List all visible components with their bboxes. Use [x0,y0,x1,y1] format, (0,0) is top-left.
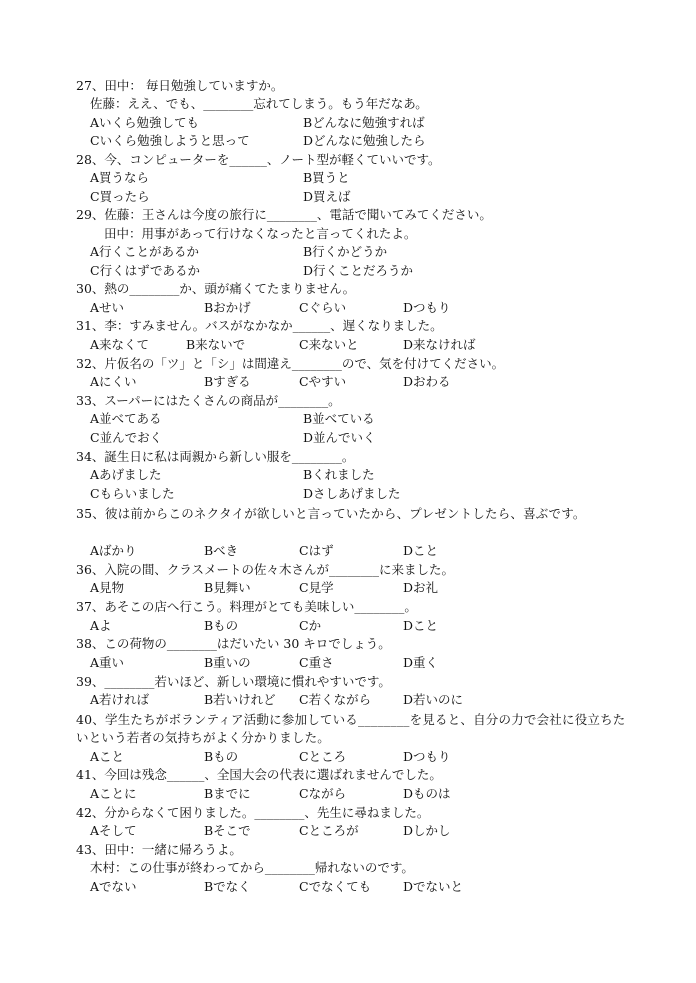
answer-options [90,263,650,279]
answer-options [90,115,650,131]
option-c[interactable]: Cはず [299,543,334,558]
answer-options [90,749,650,765]
answer-options [90,692,650,708]
question-text: 37、あそこの店へ行こう。料理がとても美味しい________。 [76,599,417,614]
answer-options [90,337,650,353]
option-a[interactable]: Aいくら勉強しても [90,115,200,130]
option-b[interactable]: Bそこで [204,823,251,838]
option-d[interactable]: D来なければ [403,337,476,352]
option-d[interactable]: D並んでいく [303,430,376,445]
option-d[interactable]: D買えば [303,189,351,204]
option-c[interactable]: Cいくら勉強しようと思って [90,133,250,148]
question-text: 34、誕生日に私は両親から新しい服を________。 [76,449,355,464]
option-b[interactable]: Bでなく [204,879,251,894]
option-a[interactable]: Aそして [90,823,137,838]
option-b[interactable]: Bくれました [303,467,375,482]
answer-options [90,189,650,205]
option-c[interactable]: Cぐらい [299,300,347,315]
question-text: 40、学生たちがボランティア活動に参加している________を見ると、自分の力で会社に役立ちたいという若者の気持ちがよく分かりました。 [76,712,626,745]
option-b[interactable]: Bおかげ [204,300,251,315]
answer-options [90,300,650,316]
option-b[interactable]: B来ないで [186,337,246,352]
answer-options [90,486,650,502]
option-c[interactable]: C並んでおく [90,430,163,445]
option-d[interactable]: Dおわる [403,374,451,389]
option-b[interactable]: Bどんなに勉強すれば [303,115,425,130]
option-d[interactable]: Dでないと [403,879,464,894]
question-text: 32、片仮名の「ツ」と「シ」は間違え________ので、気を付けてください。 [76,356,505,371]
option-a[interactable]: Aあげました [90,467,162,482]
option-a[interactable]: A見物 [90,580,125,595]
answer-options [90,467,650,483]
question-text: 41、今回は残念______、全国大会の代表に選ばれませんでした。 [76,767,442,782]
option-d[interactable]: Dしかし [403,823,451,838]
question-text: 27、田中： 毎日勉強していますか。 [76,78,284,93]
option-d[interactable]: Dさしあげました [303,486,401,501]
option-a[interactable]: A行くことがあるか [90,244,200,259]
option-d[interactable]: D行くことだろうか [303,263,414,278]
option-b[interactable]: Bすぎる [204,374,251,389]
option-d[interactable]: D重く [403,655,439,670]
option-d[interactable]: Dつもり [403,749,451,764]
option-a[interactable]: A若ければ [90,692,150,707]
question-text: 43、田中：一緒に帰ろうよ。 [76,842,242,857]
question-text: 31、李：すみません。バスがなかなか______、遅くなりました。 [76,318,443,333]
question-text: 29、佐藤：王さんは今度の旅行に________、電話で聞いてみてください。 [76,207,492,222]
option-a[interactable]: A来なくて [90,337,150,352]
option-d[interactable]: Dものは [403,786,451,801]
option-c[interactable]: Cもらいました [90,486,175,501]
answer-options [90,430,650,446]
option-a[interactable]: A重い [90,655,125,670]
answer-options [90,786,650,802]
option-d[interactable]: Dお礼 [403,580,439,595]
answer-options [90,580,650,596]
option-b[interactable]: B並べている [303,411,375,426]
question-text: 28、今、コンピューターを______、ノート型が軽くていいです。 [76,152,441,167]
question-text: 38、この荷物の________はだいたい 30 キロでしょう。 [76,636,391,651]
question-text: 33、スーパーにはたくさんの商品が________。 [76,393,341,408]
option-c[interactable]: Cでなくても [299,879,372,894]
option-b[interactable]: Bべき [204,543,239,558]
option-a[interactable]: A並べてある [90,411,162,426]
answer-options [90,823,650,839]
question-text: 30、熱の________か、頭が痛くてたまりません。 [76,281,356,296]
answer-options [90,374,650,390]
option-a[interactable]: Aにくい [90,374,137,389]
answer-options [90,133,650,149]
question-text: 35、彼は前からこのネクタイが欲しいと言っていたから、プレゼントしたら、喜ぶです。 [76,506,586,521]
answer-options [90,618,650,634]
question-text: 36、入院の間、クラスメートの佐々木さんが________に来ました。 [76,562,455,577]
answer-options [90,244,650,260]
option-b[interactable]: Bまでに [204,786,251,801]
answer-options [90,543,650,559]
question-text: 39、________若いほど、新しい環境に慣れやすいです。 [76,674,391,689]
option-b[interactable]: B若いけれど [204,692,276,707]
option-d[interactable]: Dこと [403,618,439,633]
answer-options [90,411,650,427]
question-text: 田中：用事があって行けなくなったと言ってくれたよ。 [104,226,417,241]
option-b[interactable]: Bもの [204,618,239,633]
question-text: 42、分からなくて困りました。________、先生に尋ねました。 [76,805,430,820]
question-text: 佐藤：ええ、でも、________忘れてしまう。もう年だなあ。 [90,96,428,111]
option-c[interactable]: C見学 [299,580,334,595]
option-b[interactable]: B見舞い [204,580,251,595]
question-text: 木村：この仕事が終わってから________帰れないのです。 [90,860,414,875]
option-c[interactable]: Cながら [299,786,347,801]
option-b[interactable]: Bもの [204,749,239,764]
option-a[interactable]: Aことに [90,786,137,801]
option-c[interactable]: Cところが [299,823,359,838]
option-c[interactable]: C重さ [299,655,334,670]
option-a[interactable]: Aよ [90,618,112,633]
option-a[interactable]: Aでない [90,879,137,894]
option-c[interactable]: C若くながら [299,692,372,707]
option-b[interactable]: B重いの [204,655,251,670]
option-c[interactable]: Cところ [299,749,347,764]
option-d[interactable]: D若いのに [403,692,464,707]
option-a[interactable]: A買うなら [90,170,150,185]
answer-options [90,170,650,186]
option-b[interactable]: B買うと [303,170,350,185]
answer-options [90,655,650,671]
option-c[interactable]: C行くはずであるか [90,263,200,278]
option-d[interactable]: Dつもり [403,300,451,315]
option-c[interactable]: Cか [299,618,322,633]
option-c[interactable]: Cやすい [299,374,347,389]
option-b[interactable]: B行くかどうか [303,244,388,259]
option-a[interactable]: Aこと [90,749,125,764]
option-c[interactable]: C買ったら [90,189,150,204]
answer-options [90,879,650,895]
option-d[interactable]: Dどんなに勉強したら [303,133,426,148]
option-c[interactable]: C来ないと [299,337,359,352]
option-a[interactable]: Aせい [90,300,125,315]
option-a[interactable]: Aばかり [90,543,137,558]
option-d[interactable]: Dこと [403,543,439,558]
